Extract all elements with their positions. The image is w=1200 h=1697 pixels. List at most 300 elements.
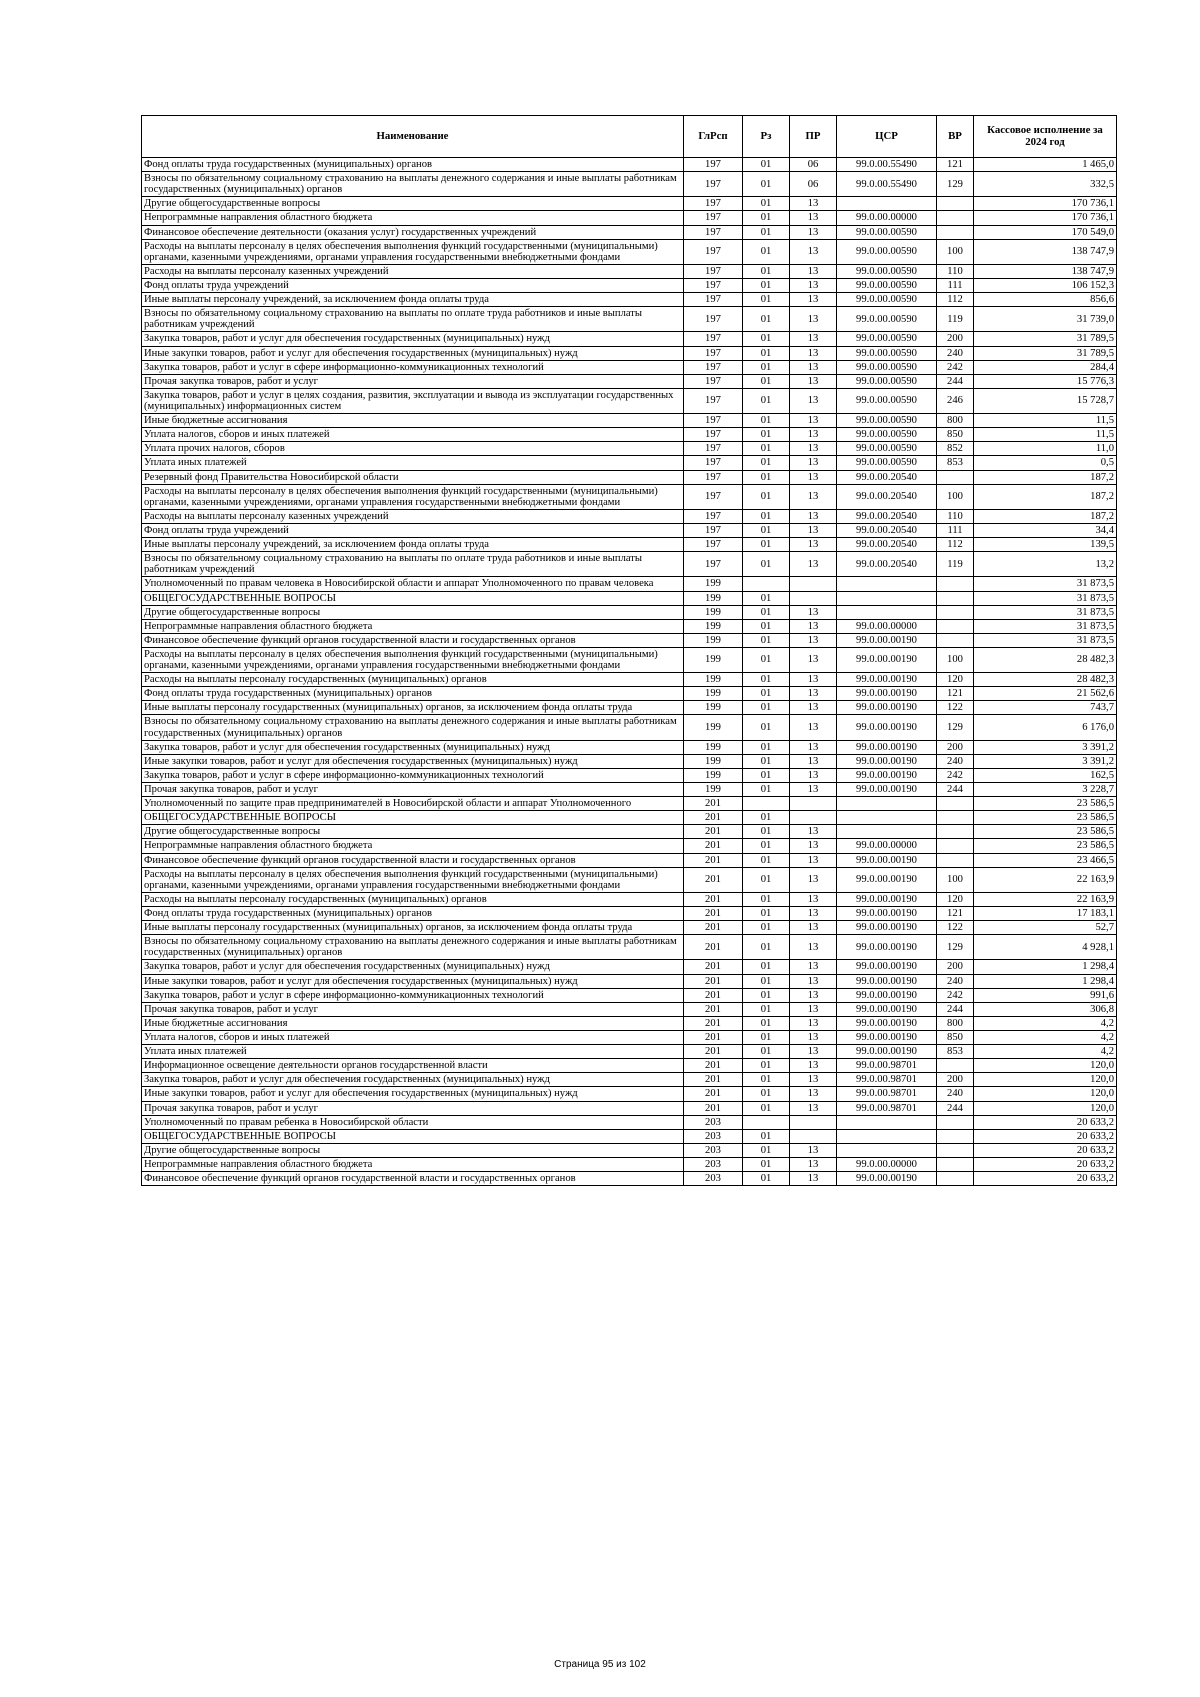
cell-csr: 99.0.00.00190: [837, 867, 937, 892]
table-row: [142, 552, 1117, 577]
cell-amount: 11,5: [974, 428, 1117, 442]
cell-name: Взносы по обязательному социальному страхованию на выплаты денежного содержания и иные выплаты работникам государственных (муниципальных) органов: [142, 935, 684, 960]
cell-rz: 01: [743, 715, 790, 740]
cell-csr: 99.0.00.00190: [837, 907, 937, 921]
cell-rz: 01: [743, 619, 790, 633]
cell-pr: 13: [790, 907, 837, 921]
cell-name: Уплата налогов, сборов и иных платежей: [142, 428, 684, 442]
cell-rz: 01: [743, 374, 790, 388]
cell-vr: 129: [937, 715, 974, 740]
cell-amount: 11,0: [974, 442, 1117, 456]
header-name: Наименование: [142, 116, 684, 158]
cell-name: Иные выплаты персоналу государственных (муниципальных) органов, за исключением фонда оплаты труда: [142, 921, 684, 935]
cell-amount: 4,2: [974, 1045, 1117, 1059]
cell-csr: 99.0.00.00590: [837, 278, 937, 292]
table-row: [142, 921, 1117, 935]
cell-glrsp: 199: [684, 783, 743, 797]
cell-vr: [937, 797, 974, 811]
table-row: [142, 428, 1117, 442]
cell-vr: 129: [937, 935, 974, 960]
table-row: [142, 197, 1117, 211]
table-row: [142, 211, 1117, 225]
cell-amount: 1 465,0: [974, 158, 1117, 172]
cell-amount: 106 152,3: [974, 278, 1117, 292]
cell-name: Фонд оплаты труда государственных (муниципальных) органов: [142, 907, 684, 921]
cell-vr: 200: [937, 740, 974, 754]
cell-pr: 13: [790, 1087, 837, 1101]
cell-rz: 01: [743, 988, 790, 1002]
cell-rz: 01: [743, 172, 790, 197]
cell-csr: 99.0.00.00190: [837, 1172, 937, 1186]
cell-rz: 01: [743, 346, 790, 360]
table-row: [142, 307, 1117, 332]
cell-glrsp: 201: [684, 797, 743, 811]
cell-glrsp: 199: [684, 673, 743, 687]
cell-amount: 15 776,3: [974, 374, 1117, 388]
cell-amount: 17 183,1: [974, 907, 1117, 921]
cell-name: Уполномоченный по защите прав предпринимателей в Новосибирской области и аппарат Уполномоченного: [142, 797, 684, 811]
cell-vr: 850: [937, 1031, 974, 1045]
cell-amount: 3 391,2: [974, 740, 1117, 754]
cell-amount: 0,5: [974, 456, 1117, 470]
cell-csr: 99.0.00.00190: [837, 673, 937, 687]
cell-vr: 200: [937, 332, 974, 346]
cell-glrsp: 197: [684, 158, 743, 172]
cell-vr: 120: [937, 673, 974, 687]
cell-name: Финансовое обеспечение функций органов государственной власти и государственных органов: [142, 633, 684, 647]
cell-name: Иные выплаты персоналу учреждений, за исключением фонда оплаты труда: [142, 293, 684, 307]
cell-vr: 119: [937, 552, 974, 577]
cell-csr: 99.0.00.00190: [837, 1045, 937, 1059]
cell-vr: 800: [937, 1016, 974, 1030]
cell-amount: 13,2: [974, 552, 1117, 577]
table-row: [142, 974, 1117, 988]
cell-amount: 31 873,5: [974, 605, 1117, 619]
cell-pr: [790, 591, 837, 605]
cell-pr: 13: [790, 1002, 837, 1016]
cell-amount: 6 176,0: [974, 715, 1117, 740]
cell-pr: 13: [790, 825, 837, 839]
cell-glrsp: 203: [684, 1157, 743, 1171]
cell-pr: 13: [790, 921, 837, 935]
cell-rz: 01: [743, 1016, 790, 1030]
cell-csr: 99.0.00.00590: [837, 346, 937, 360]
cell-pr: 13: [790, 509, 837, 523]
cell-rz: 01: [743, 1059, 790, 1073]
cell-pr: 13: [790, 647, 837, 672]
cell-vr: [937, 605, 974, 619]
cell-glrsp: 201: [684, 1045, 743, 1059]
cell-pr: 13: [790, 768, 837, 782]
cell-name: Закупка товаров, работ и услуг для обеспечения государственных (муниципальных) нужд: [142, 332, 684, 346]
cell-rz: [743, 797, 790, 811]
cell-rz: 01: [743, 1101, 790, 1115]
cell-vr: 122: [937, 921, 974, 935]
cell-amount: 20 633,2: [974, 1157, 1117, 1171]
table-row: [142, 825, 1117, 839]
cell-name: Фонд оплаты труда учреждений: [142, 278, 684, 292]
cell-csr: 99.0.00.00590: [837, 456, 937, 470]
cell-rz: 01: [743, 509, 790, 523]
cell-amount: 4 928,1: [974, 935, 1117, 960]
cell-pr: 13: [790, 552, 837, 577]
cell-pr: 13: [790, 935, 837, 960]
cell-glrsp: 201: [684, 1073, 743, 1087]
cell-vr: 200: [937, 1073, 974, 1087]
table-row: [142, 797, 1117, 811]
cell-rz: 01: [743, 264, 790, 278]
table-row: [142, 1073, 1117, 1087]
cell-csr: [837, 197, 937, 211]
cell-name: Уплата прочих налогов, сборов: [142, 442, 684, 456]
cell-amount: 31 873,5: [974, 633, 1117, 647]
cell-amount: 991,6: [974, 988, 1117, 1002]
table-row: [142, 374, 1117, 388]
cell-pr: 13: [790, 538, 837, 552]
cell-glrsp: 201: [684, 892, 743, 906]
cell-name: Закупка товаров, работ и услуг в сфере информационно-коммуникационных технологий: [142, 768, 684, 782]
cell-amount: 28 482,3: [974, 673, 1117, 687]
cell-amount: 20 633,2: [974, 1143, 1117, 1157]
table-row: [142, 988, 1117, 1002]
table-row: [142, 1143, 1117, 1157]
cell-rz: 01: [743, 768, 790, 782]
table-row: [142, 783, 1117, 797]
cell-amount: 31 873,5: [974, 577, 1117, 591]
header-pr: ПР: [790, 116, 837, 158]
cell-pr: 13: [790, 307, 837, 332]
cell-vr: [937, 591, 974, 605]
cell-vr: 244: [937, 1002, 974, 1016]
cell-pr: 13: [790, 960, 837, 974]
cell-csr: 99.0.00.00590: [837, 332, 937, 346]
cell-amount: 3 228,7: [974, 783, 1117, 797]
cell-amount: 23 586,5: [974, 825, 1117, 839]
cell-vr: 111: [937, 278, 974, 292]
cell-name: Иные закупки товаров, работ и услуг для обеспечения государственных (муниципальных) нужд: [142, 974, 684, 988]
cell-rz: 01: [743, 687, 790, 701]
cell-rz: 01: [743, 591, 790, 605]
table-row: [142, 1172, 1117, 1186]
cell-vr: [937, 1172, 974, 1186]
table-row: [142, 768, 1117, 782]
cell-name: Резервный фонд Правительства Новосибирской области: [142, 470, 684, 484]
cell-csr: 99.0.00.00000: [837, 839, 937, 853]
cell-csr: 99.0.00.00190: [837, 988, 937, 1002]
table-row: [142, 754, 1117, 768]
cell-vr: 100: [937, 484, 974, 509]
cell-pr: 13: [790, 278, 837, 292]
cell-vr: [937, 839, 974, 853]
cell-amount: 138 747,9: [974, 239, 1117, 264]
table-row: [142, 619, 1117, 633]
cell-rz: 01: [743, 1129, 790, 1143]
cell-glrsp: 197: [684, 538, 743, 552]
cell-vr: 120: [937, 892, 974, 906]
cell-rz: 01: [743, 647, 790, 672]
table-row: [142, 225, 1117, 239]
cell-csr: 99.0.00.00590: [837, 239, 937, 264]
table-row: [142, 960, 1117, 974]
table-row: [142, 1129, 1117, 1143]
cell-pr: 13: [790, 456, 837, 470]
cell-pr: 13: [790, 1172, 837, 1186]
cell-rz: 01: [743, 414, 790, 428]
table-row: [142, 332, 1117, 346]
cell-amount: 120,0: [974, 1073, 1117, 1087]
cell-rz: 01: [743, 754, 790, 768]
cell-vr: 119: [937, 307, 974, 332]
cell-pr: 13: [790, 1031, 837, 1045]
cell-rz: 01: [743, 360, 790, 374]
cell-pr: 13: [790, 988, 837, 1002]
cell-vr: [937, 853, 974, 867]
cell-rz: 01: [743, 921, 790, 935]
table-row: [142, 907, 1117, 921]
cell-vr: 100: [937, 647, 974, 672]
cell-pr: 13: [790, 1016, 837, 1030]
cell-csr: 99.0.00.00000: [837, 1157, 937, 1171]
cell-amount: 15 728,7: [974, 388, 1117, 413]
cell-glrsp: 201: [684, 935, 743, 960]
cell-vr: [937, 633, 974, 647]
cell-rz: 01: [743, 538, 790, 552]
cell-csr: 99.0.00.20540: [837, 538, 937, 552]
cell-amount: 139,5: [974, 538, 1117, 552]
cell-glrsp: 199: [684, 754, 743, 768]
cell-csr: 99.0.00.00190: [837, 1016, 937, 1030]
cell-vr: [937, 577, 974, 591]
cell-name: ОБЩЕГОСУДАРСТВЕННЫЕ ВОПРОСЫ: [142, 1129, 684, 1143]
cell-name: Уплата иных платежей: [142, 1045, 684, 1059]
cell-csr: 99.0.00.00190: [837, 687, 937, 701]
table-row: [142, 577, 1117, 591]
table-row: [142, 484, 1117, 509]
cell-glrsp: 199: [684, 619, 743, 633]
cell-csr: 99.0.00.00590: [837, 293, 937, 307]
cell-rz: 01: [743, 867, 790, 892]
cell-name: Закупка товаров, работ и услуг для обеспечения государственных (муниципальных) нужд: [142, 740, 684, 754]
cell-amount: 1 298,4: [974, 974, 1117, 988]
cell-csr: 99.0.00.55490: [837, 158, 937, 172]
cell-pr: 13: [790, 619, 837, 633]
cell-glrsp: 201: [684, 825, 743, 839]
cell-amount: 20 633,2: [974, 1115, 1117, 1129]
cell-glrsp: 197: [684, 278, 743, 292]
cell-glrsp: 197: [684, 523, 743, 537]
cell-glrsp: 199: [684, 633, 743, 647]
cell-glrsp: 201: [684, 1059, 743, 1073]
cell-rz: 01: [743, 783, 790, 797]
table-row: [142, 172, 1117, 197]
cell-pr: 13: [790, 1157, 837, 1171]
cell-name: ОБЩЕГОСУДАРСТВЕННЫЕ ВОПРОСЫ: [142, 591, 684, 605]
cell-vr: [937, 1129, 974, 1143]
cell-rz: 01: [743, 239, 790, 264]
cell-amount: 31 789,5: [974, 332, 1117, 346]
cell-vr: 112: [937, 293, 974, 307]
cell-glrsp: 197: [684, 225, 743, 239]
table-row: [142, 935, 1117, 960]
header-vr: ВР: [937, 116, 974, 158]
cell-rz: 01: [743, 605, 790, 619]
cell-csr: 99.0.00.00000: [837, 619, 937, 633]
cell-name: Закупка товаров, работ и услуг для обеспечения государственных (муниципальных) нужд: [142, 1073, 684, 1087]
cell-amount: 138 747,9: [974, 264, 1117, 278]
cell-vr: 121: [937, 158, 974, 172]
cell-rz: 01: [743, 211, 790, 225]
table-header-row: [142, 116, 1117, 158]
cell-glrsp: 201: [684, 1087, 743, 1101]
cell-csr: 99.0.00.00590: [837, 307, 937, 332]
cell-pr: 13: [790, 332, 837, 346]
cell-amount: 34,4: [974, 523, 1117, 537]
cell-pr: 13: [790, 1101, 837, 1115]
cell-glrsp: 203: [684, 1172, 743, 1186]
cell-name: Финансовое обеспечение функций органов государственной власти и государственных органов: [142, 1172, 684, 1186]
cell-rz: 01: [743, 1073, 790, 1087]
cell-glrsp: 197: [684, 264, 743, 278]
cell-csr: 99.0.00.98701: [837, 1101, 937, 1115]
cell-rz: 01: [743, 470, 790, 484]
cell-amount: 1 298,4: [974, 960, 1117, 974]
table-row: [142, 1101, 1117, 1115]
cell-amount: 11,5: [974, 414, 1117, 428]
cell-csr: 99.0.00.00190: [837, 754, 937, 768]
cell-pr: 13: [790, 442, 837, 456]
cell-vr: 853: [937, 1045, 974, 1059]
cell-glrsp: 197: [684, 388, 743, 413]
table-row: [142, 470, 1117, 484]
cell-vr: 121: [937, 687, 974, 701]
cell-csr: [837, 577, 937, 591]
cell-pr: 13: [790, 740, 837, 754]
cell-pr: 13: [790, 633, 837, 647]
cell-glrsp: 201: [684, 839, 743, 853]
cell-glrsp: 197: [684, 552, 743, 577]
cell-glrsp: 199: [684, 687, 743, 701]
cell-pr: [790, 577, 837, 591]
cell-amount: 856,6: [974, 293, 1117, 307]
cell-name: Непрограммные направления областного бюджета: [142, 839, 684, 853]
cell-rz: 01: [743, 293, 790, 307]
cell-name: Финансовое обеспечение функций органов государственной власти и государственных органов: [142, 853, 684, 867]
cell-vr: 110: [937, 509, 974, 523]
cell-name: Непрограммные направления областного бюджета: [142, 619, 684, 633]
table-row: [142, 853, 1117, 867]
cell-csr: 99.0.00.00190: [837, 740, 937, 754]
cell-vr: [937, 1157, 974, 1171]
table-row: [142, 839, 1117, 853]
header-amount: Кассовое исполнение за 2024 год: [974, 116, 1117, 158]
cell-name: Другие общегосударственные вопросы: [142, 197, 684, 211]
cell-glrsp: 203: [684, 1143, 743, 1157]
table-row: [142, 1045, 1117, 1059]
cell-amount: 23 586,5: [974, 811, 1117, 825]
cell-vr: 129: [937, 172, 974, 197]
cell-csr: 99.0.00.20540: [837, 509, 937, 523]
cell-rz: 01: [743, 523, 790, 537]
cell-amount: 120,0: [974, 1101, 1117, 1115]
table-row: [142, 442, 1117, 456]
cell-csr: 99.0.00.00190: [837, 960, 937, 974]
cell-pr: 13: [790, 374, 837, 388]
cell-amount: 20 633,2: [974, 1172, 1117, 1186]
cell-rz: 01: [743, 974, 790, 988]
cell-rz: 01: [743, 825, 790, 839]
cell-rz: 01: [743, 740, 790, 754]
table-row: [142, 158, 1117, 172]
cell-amount: 187,2: [974, 470, 1117, 484]
cell-name: Другие общегосударственные вопросы: [142, 825, 684, 839]
cell-csr: 99.0.00.00590: [837, 428, 937, 442]
cell-name: Расходы на выплаты персоналу в целях обеспечения выполнения функций государственными (муниципальными) органами, казенными учреждениями, органами управления государственными внебюджетными фондами: [142, 867, 684, 892]
cell-vr: 200: [937, 960, 974, 974]
cell-pr: 13: [790, 264, 837, 278]
cell-pr: 13: [790, 783, 837, 797]
table-row: [142, 1002, 1117, 1016]
cell-pr: 13: [790, 414, 837, 428]
cell-glrsp: 199: [684, 740, 743, 754]
cell-glrsp: 201: [684, 907, 743, 921]
cell-vr: [937, 470, 974, 484]
cell-pr: [790, 797, 837, 811]
cell-amount: 21 562,6: [974, 687, 1117, 701]
cell-vr: 121: [937, 907, 974, 921]
cell-glrsp: 199: [684, 605, 743, 619]
cell-pr: [790, 1129, 837, 1143]
cell-pr: 13: [790, 605, 837, 619]
cell-csr: 99.0.00.00590: [837, 388, 937, 413]
cell-rz: 01: [743, 1031, 790, 1045]
cell-csr: [837, 605, 937, 619]
cell-rz: 01: [743, 907, 790, 921]
cell-name: Прочая закупка товаров, работ и услуг: [142, 1002, 684, 1016]
cell-pr: 13: [790, 239, 837, 264]
cell-name: Закупка товаров, работ и услуг в сфере информационно-коммуникационных технологий: [142, 360, 684, 374]
table-row: [142, 740, 1117, 754]
cell-glrsp: 201: [684, 811, 743, 825]
cell-glrsp: 201: [684, 921, 743, 935]
cell-amount: 332,5: [974, 172, 1117, 197]
cell-csr: 99.0.00.00190: [837, 768, 937, 782]
cell-vr: 240: [937, 754, 974, 768]
cell-rz: 01: [743, 158, 790, 172]
cell-name: Уполномоченный по правам человека в Новосибирской области и аппарат Уполномоченного по правам человека: [142, 577, 684, 591]
cell-pr: 06: [790, 158, 837, 172]
table-row: [142, 264, 1117, 278]
cell-vr: [937, 811, 974, 825]
header-glrsp: ГлРсп: [684, 116, 743, 158]
cell-name: Иные закупки товаров, работ и услуг для обеспечения государственных (муниципальных) нужд: [142, 1087, 684, 1101]
cell-name: Расходы на выплаты персоналу государственных (муниципальных) органов: [142, 673, 684, 687]
table-row: [142, 509, 1117, 523]
table-row: [142, 456, 1117, 470]
cell-amount: 4,2: [974, 1016, 1117, 1030]
cell-glrsp: 201: [684, 1031, 743, 1045]
cell-name: Прочая закупка товаров, работ и услуг: [142, 1101, 684, 1115]
cell-name: Иные закупки товаров, работ и услуг для обеспечения государственных (муниципальных) нужд: [142, 754, 684, 768]
cell-rz: 01: [743, 839, 790, 853]
cell-amount: 23 586,5: [974, 839, 1117, 853]
cell-rz: 01: [743, 197, 790, 211]
cell-glrsp: 203: [684, 1129, 743, 1143]
cell-vr: 111: [937, 523, 974, 537]
cell-pr: 13: [790, 484, 837, 509]
cell-pr: 13: [790, 715, 837, 740]
table-row: [142, 360, 1117, 374]
cell-glrsp: 201: [684, 1002, 743, 1016]
